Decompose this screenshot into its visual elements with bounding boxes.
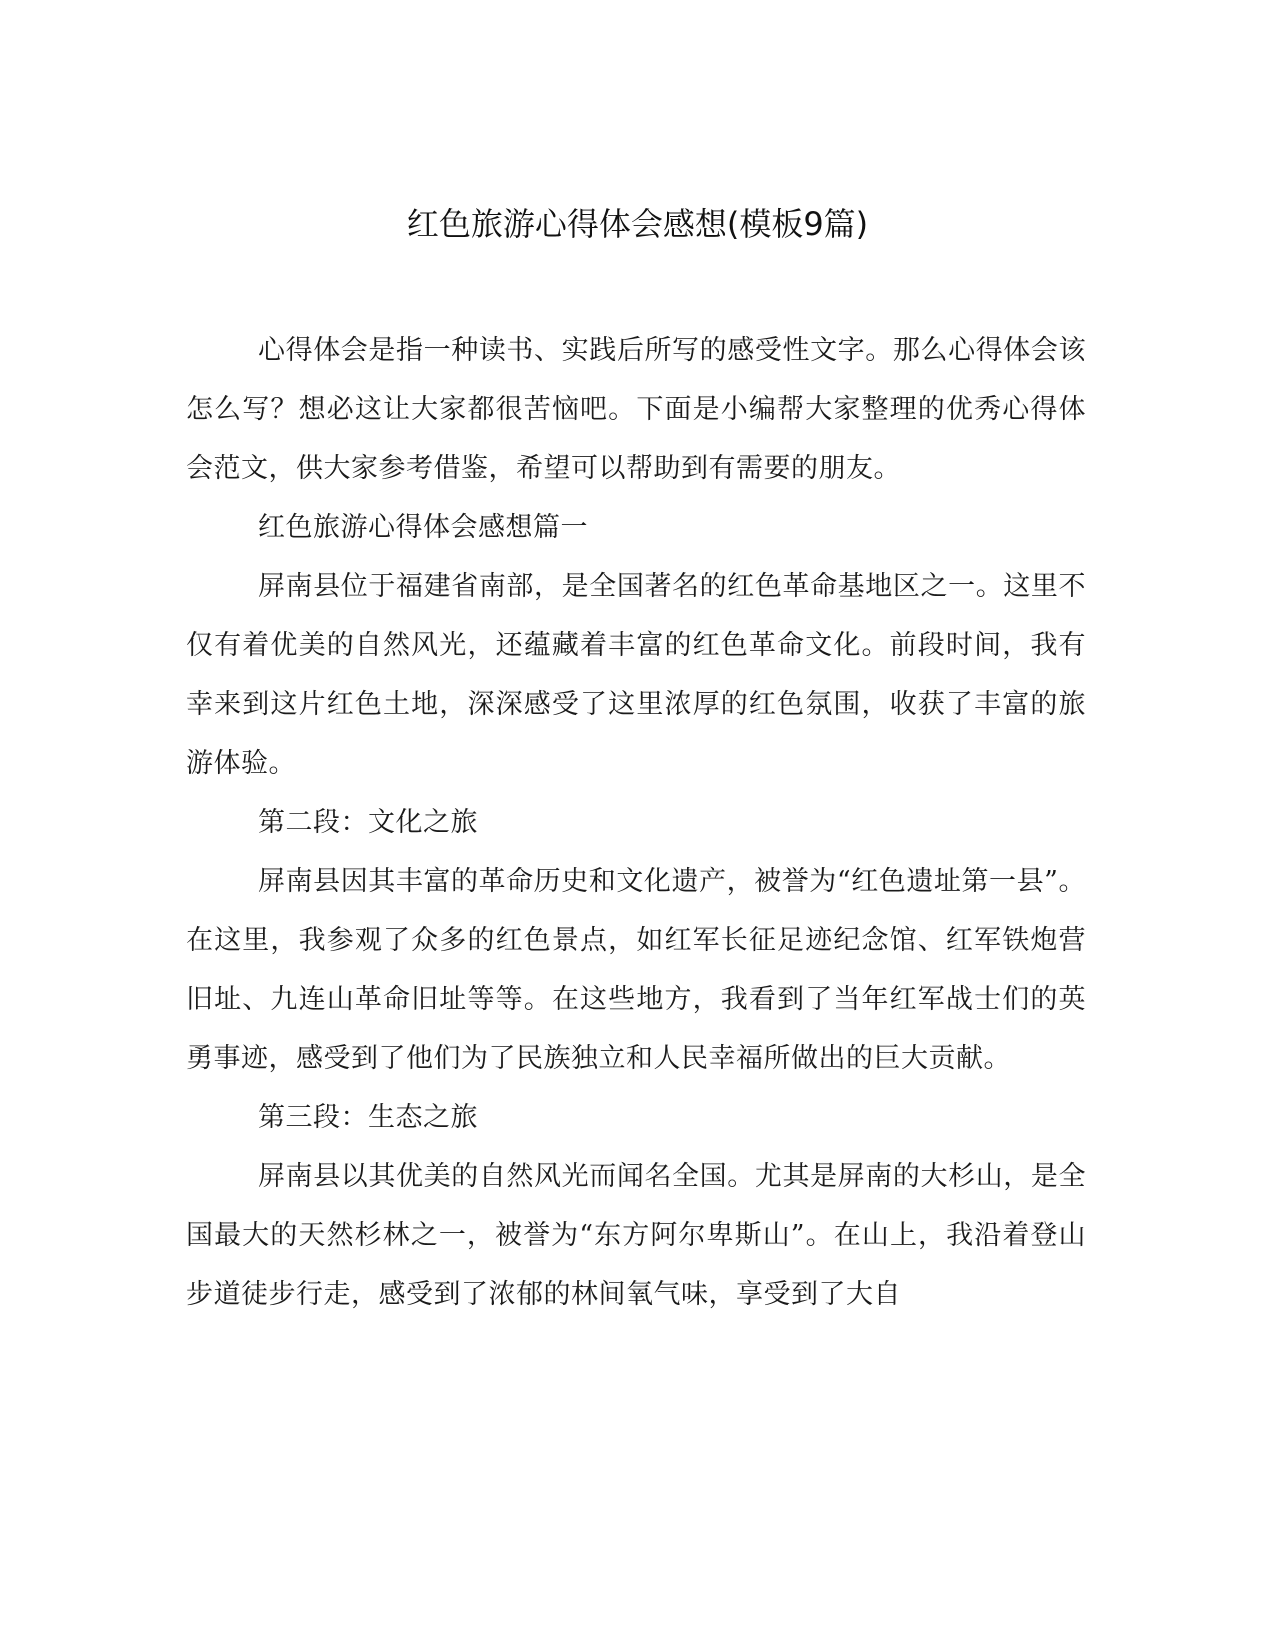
section-heading-culture: 第二段：文化之旅 xyxy=(258,807,478,838)
body-paragraph: 屏南县因其丰富的革命历史和文化遗产，被誉为“红色遗址第一县”。在这里，我参观了众多的红色景点，如红军长征足迹纪念馆、红军铁炮营旧址、九连山革命旧址等等。在这些地方，我看到了当年红军战士们的英勇事迹，感受到了他们为了民族独立和人民幸福所做出的巨大贡献。 xyxy=(186,866,1086,1074)
section-heading-part-one: 红色旅游心得体会感想篇一 xyxy=(258,512,588,543)
intro-paragraph: 心得体会是指一种读书、实践后所写的感受性文字。那么心得体会该怎么写？想必这让大家都很苦恼吧。下面是小编帮大家整理的优秀心得体会范文，供大家参考借鉴，希望可以帮助到有需要的朋友。 xyxy=(186,335,1086,484)
body-paragraph: 屏南县以其优美的自然风光而闻名全国。尤其是屏南的大杉山，是全国最大的天然杉林之一，被誉为“东方阿尔卑斯山”。在山上，我沿着登山步道徒步行走，感受到了浓郁的林间氧气味，享受到了大自 xyxy=(186,1161,1086,1310)
document-body xyxy=(186,321,1086,1324)
section-heading-ecology: 第三段：生态之旅 xyxy=(258,1102,478,1133)
body-paragraph: 屏南县位于福建省南部，是全国著名的红色革命基地区之一。这里不仅有着优美的自然风光，还蕴藏着丰富的红色革命文化。前段时间，我有幸来到这片红色土地，深深感受了这里浓厚的红色氛围，收获了丰富的旅游体验。 xyxy=(186,571,1086,779)
document-title: 红色旅游心得体会感想(模板9篇) xyxy=(406,205,869,243)
